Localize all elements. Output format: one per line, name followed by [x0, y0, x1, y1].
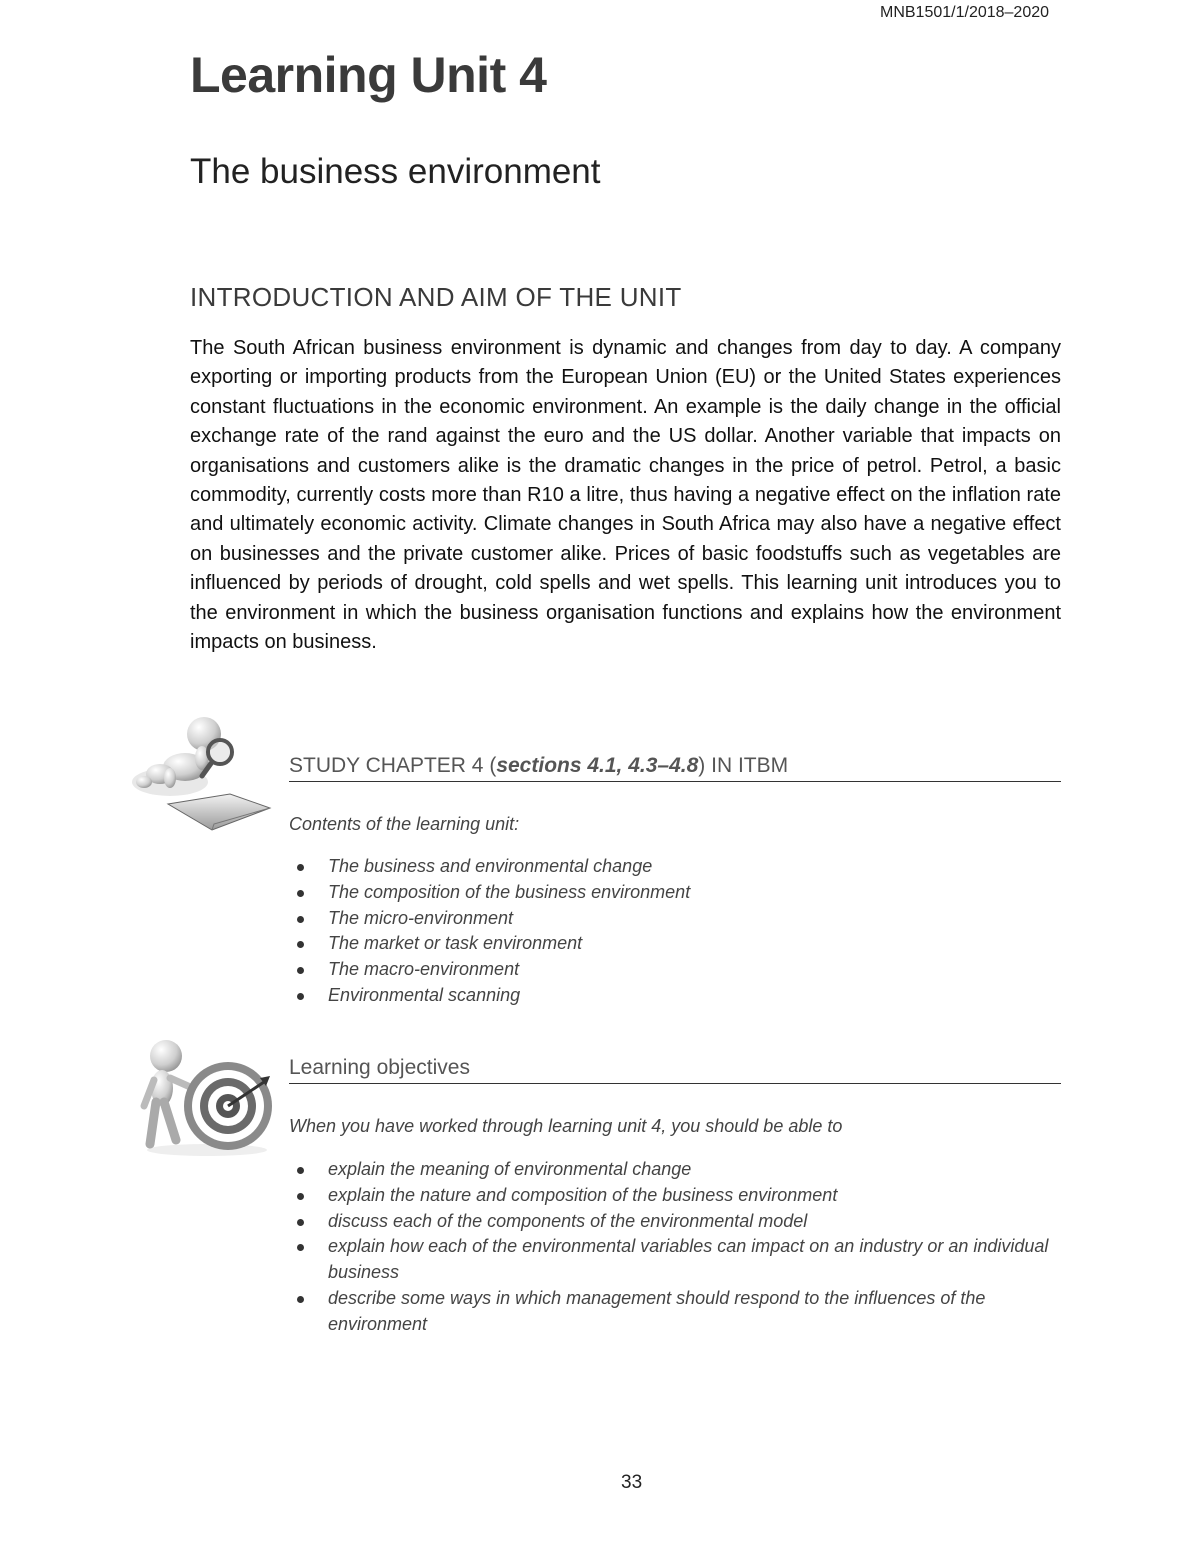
- list-item: discuss each of the components of the environmental model: [296, 1209, 1061, 1235]
- list-item: explain how each of the environmental variables can impact on an industry or an individual business: [296, 1234, 1061, 1286]
- list-item: The micro-environment: [296, 906, 1061, 932]
- study-heading-suffix: ) IN ITBM: [698, 754, 789, 777]
- list-item: explain the nature and composition of the business environment: [296, 1183, 1061, 1209]
- objectives-intro: When you have worked through learning unit 4, you should be able to: [289, 1116, 843, 1136]
- reading-figure-icon: [130, 712, 275, 837]
- list-item: describe some ways in which management should respond to the influences of the environment: [296, 1286, 1061, 1338]
- contents-list: [296, 854, 1061, 1009]
- document-code: MNB1501/1/2018–2020: [880, 4, 1050, 21]
- list-item: The business and environmental change: [296, 854, 1061, 880]
- unit-title: Learning Unit 4: [190, 47, 547, 103]
- target-figure-icon: [132, 1036, 272, 1158]
- study-heading-prefix: STUDY CHAPTER 4 (: [289, 754, 497, 777]
- objectives-list: [296, 1157, 1061, 1338]
- intro-heading: INTRODUCTION AND AIM OF THE UNIT: [190, 282, 682, 312]
- contents-intro: Contents of the learning unit:: [289, 814, 520, 834]
- list-item: The macro-environment: [296, 957, 1061, 983]
- study-chapter-heading: [289, 754, 1061, 782]
- list-item: Environmental scanning: [296, 983, 1061, 1009]
- list-item: The composition of the business environment: [296, 880, 1061, 906]
- learning-objectives-heading: Learning objectives: [289, 1056, 1061, 1084]
- intro-paragraph: The South African business environment is dynamic and changes from day to day. A company exporting or importing products from the European Union (EU) or the United States experiences constant fluctuations in the economic environment. An example is the daily change in the official exchange rate of the rand against the euro and the US dollar. Another variable that impacts on organisations and customers alike is the dramatic changes in the price of petrol. Petrol, a basic commodity, currently costs more than R10 a litre, thus having a negative effect on the inflation rate and ultimately economic activity. Climate changes in South Africa may also have a negative effect on businesses and the private customer alike. Prices of basic foodstuffs such as vegetables are influenced by periods of drought, cold spells and wet spells. This learning unit introduces you to the environment in which the business organisation functions and explains how the environment impacts on business.: [190, 337, 1061, 654]
- page-number: 33: [621, 1472, 643, 1493]
- study-heading-sections: sections 4.1, 4.3–4.8: [496, 754, 699, 777]
- list-item: explain the meaning of environmental change: [296, 1157, 1061, 1183]
- unit-subtitle: The business environment: [190, 152, 601, 191]
- list-item: The market or task environment: [296, 931, 1061, 957]
